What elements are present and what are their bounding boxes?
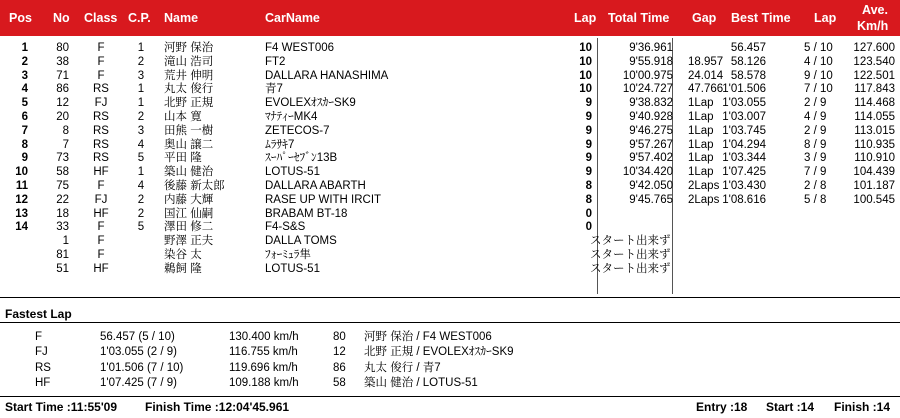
class-cell: RS — [93, 111, 109, 123]
no-cell: 75 — [56, 180, 69, 192]
class-cell: HF — [93, 262, 109, 275]
lap-cell: 10 — [579, 83, 592, 96]
carname-cell: ｽｰﾊﾟｰｾﾌﾞﾝ13B — [265, 152, 338, 165]
best-time-cell: 1'04.294 — [722, 138, 766, 151]
pos-cell: 10 — [15, 166, 28, 179]
class-cell: HF — [93, 166, 109, 179]
ave-cell: 127.600 — [853, 42, 895, 54]
cp-cell: 1 — [137, 166, 145, 179]
no-cell: 22 — [56, 193, 69, 206]
best-lap-cell: 4 / 10 — [804, 55, 833, 68]
table-row — [0, 69, 900, 83]
name-cell: 滝山 浩司 — [164, 55, 214, 68]
no-cell: 12 — [56, 97, 69, 110]
finish-count: Finish :14 — [834, 400, 891, 414]
fl-driver-cell: 築山 健治 / LOTUS-51 — [364, 376, 478, 389]
fl-driver-cell: 北野 正規 / EVOLEXｵｽｶｰSK9 — [364, 346, 514, 359]
carname-cell: DALLA TOMS — [265, 235, 337, 248]
table-row — [0, 220, 900, 234]
no-cell: 1 — [62, 235, 69, 248]
carname-cell: ﾏﾅﾃｨｰMK4 — [265, 111, 318, 123]
header-total-time: Total Time — [608, 11, 670, 25]
carname-cell: F4 WEST006 — [265, 42, 335, 54]
gap-cell: 18.957 — [688, 55, 724, 68]
total-time-cell: 10'24.727 — [622, 83, 673, 96]
total-time-cell: 9'45.765 — [629, 193, 673, 206]
fastest-lap-top-rule — [0, 297, 900, 298]
lap-cell: 9 — [585, 152, 592, 165]
class-cell: FJ — [94, 193, 108, 206]
table-row — [0, 179, 900, 193]
name-cell: 築山 健治 — [164, 166, 214, 179]
best-lap-cell: 5 / 10 — [804, 42, 833, 54]
lap-cell: 0 — [585, 207, 592, 220]
fl-time-cell: 1'07.425 (7 / 9) — [100, 376, 177, 389]
lap-cell: 8 — [585, 193, 592, 206]
lap-cell: 8 — [585, 180, 592, 192]
fl-no-cell: 86 — [333, 361, 346, 374]
lap-cell: 9 — [585, 97, 592, 110]
footer-rule — [0, 396, 900, 397]
best-lap-cell: 2 / 8 — [804, 180, 827, 192]
gap-cell: 24.014 — [688, 69, 724, 82]
class-cell: RS — [93, 83, 109, 96]
table-row — [0, 248, 900, 262]
fl-no-cell: 80 — [333, 331, 346, 343]
name-cell: 丸太 俊行 — [164, 83, 214, 96]
pos-cell: 8 — [21, 138, 28, 151]
gap-cell: 1Lap — [688, 152, 714, 165]
header-ave-line2: Km/h — [857, 19, 889, 33]
cp-cell: 1 — [137, 83, 145, 96]
carname-cell: DALLARA HANASHIMA — [265, 69, 389, 82]
ave-cell: 100.545 — [853, 193, 895, 206]
pos-cell: 9 — [21, 152, 28, 165]
total-time-cell: 9'40.928 — [629, 111, 673, 123]
cp-cell: 3 — [137, 69, 145, 82]
best-lap-cell: 4 / 9 — [804, 111, 827, 123]
lap-cell: 0 — [585, 221, 592, 234]
no-cell: 8 — [62, 124, 69, 137]
cp-cell: 2 — [137, 207, 145, 220]
best-time-cell: 58.578 — [730, 69, 766, 82]
fastest-lap-title: Fastest Lap — [5, 307, 72, 321]
pos-cell: 6 — [21, 111, 28, 123]
ave-cell: 113.015 — [854, 124, 895, 137]
total-time-cell: 10'34.420 — [622, 166, 673, 179]
table-row — [0, 55, 900, 69]
best-time-cell: 1'08.616 — [722, 193, 766, 206]
no-cell: 86 — [56, 83, 69, 96]
cp-cell: 5 — [137, 152, 145, 165]
fl-class-cell: F — [35, 331, 43, 343]
fl-time-cell: 1'03.055 (2 / 9) — [100, 346, 177, 359]
class-cell: RS — [93, 124, 109, 137]
pos-cell: 12 — [15, 193, 28, 206]
fl-no-cell: 12 — [333, 346, 346, 359]
name-cell: 荒井 伸明 — [164, 69, 214, 82]
ave-cell: 110.935 — [854, 138, 895, 151]
no-cell: 71 — [56, 69, 69, 82]
fl-driver-cell: 丸太 俊行 / 青7 — [364, 361, 441, 374]
fl-time-cell: 56.457 (5 / 10) — [100, 331, 175, 343]
class-cell: RS — [93, 152, 109, 165]
ave-cell: 117.843 — [854, 83, 895, 96]
name-cell: 鵜飼 隆 — [164, 262, 202, 275]
total-time-cell: 9'57.402 — [629, 152, 673, 165]
lap-cell: 10 — [579, 69, 592, 82]
pos-cell: 5 — [21, 97, 28, 110]
carname-cell: 青7 — [265, 83, 283, 96]
best-lap-cell: 9 / 10 — [804, 69, 833, 82]
no-cell: 80 — [56, 42, 69, 54]
fl-class-cell: RS — [35, 361, 51, 374]
no-cell: 20 — [56, 111, 69, 123]
carname-cell: ZETECOS-7 — [265, 124, 330, 137]
results-header — [0, 0, 900, 36]
carname-cell: F4-S&S — [265, 221, 306, 234]
header-best-lap: Lap — [814, 11, 837, 25]
pos-cell: 7 — [21, 124, 28, 137]
pos-cell: 2 — [21, 55, 28, 68]
lap-cell: 9 — [585, 111, 592, 123]
class-cell: F — [97, 249, 105, 261]
total-time-cell: 9'38.832 — [629, 97, 673, 110]
name-cell: 平田 隆 — [164, 152, 202, 165]
class-cell: F — [97, 221, 105, 234]
lap-cell: 10 — [579, 42, 592, 54]
best-time-cell: 1'03.430 — [722, 180, 766, 192]
fastest-lap-row — [0, 345, 900, 360]
no-cell: 38 — [56, 55, 69, 68]
name-cell: 国江 仙嗣 — [164, 207, 214, 220]
best-time-cell: 56.457 — [730, 42, 766, 54]
finish-time: Finish Time :12:04'45.961 — [145, 400, 290, 414]
best-time-cell: 1'03.344 — [722, 152, 766, 165]
name-cell: 河野 保治 — [164, 42, 214, 54]
fl-speed-cell: 130.400 km/h — [229, 331, 299, 343]
total-time-cell: 9'57.267 — [629, 138, 673, 151]
best-time-cell: 1'03.055 — [722, 97, 766, 110]
fl-no-cell: 58 — [333, 376, 346, 389]
header-ave-line1: Ave. — [862, 3, 888, 17]
best-lap-cell: 7 / 10 — [804, 83, 833, 96]
carname-cell: BRABAM BT-18 — [265, 207, 348, 220]
header-no: No — [53, 11, 70, 25]
carname-cell: RASE UP WITH IRCIT — [265, 193, 382, 206]
carname-cell: LOTUS-51 — [265, 262, 320, 275]
cp-cell: 2 — [137, 193, 145, 206]
fl-speed-cell: 116.755 km/h — [229, 346, 298, 359]
fl-class-cell: FJ — [35, 346, 48, 359]
footer — [0, 399, 900, 415]
fl-time-cell: 1'01.506 (7 / 10) — [100, 361, 184, 374]
gap-cell: 1Lap — [688, 97, 714, 110]
class-cell: F — [97, 55, 105, 68]
fastest-lap-row — [0, 330, 900, 345]
class-cell: F — [97, 180, 105, 192]
fl-speed-cell: 119.696 km/h — [229, 361, 298, 374]
table-row — [0, 193, 900, 207]
header-gap: Gap — [692, 11, 717, 25]
best-time-cell: 1'07.425 — [722, 166, 766, 179]
carname-cell: DALLARA ABARTH — [265, 180, 366, 192]
cp-cell: 1 — [137, 97, 145, 110]
pos-cell: 4 — [21, 83, 28, 96]
fl-class-cell: HF — [35, 376, 51, 389]
header-carname: CarName — [265, 11, 320, 25]
total-time-cell: スタート出来ず — [590, 235, 671, 248]
carname-cell: ﾌｫｰﾐｭﾗ隼 — [265, 249, 311, 261]
total-time-cell: 9'36.961 — [629, 42, 673, 54]
ave-cell: 101.187 — [853, 180, 895, 192]
lap-cell: 9 — [585, 166, 592, 179]
class-cell: RS — [93, 138, 109, 151]
fl-driver-cell: 河野 保治 / F4 WEST006 — [364, 331, 492, 343]
table-row — [0, 165, 900, 179]
header-pos: Pos — [9, 11, 32, 25]
pos-cell: 14 — [15, 221, 28, 234]
carname-cell: EVOLEXｵｽｶｰSK9 — [265, 97, 356, 110]
ave-cell: 122.501 — [853, 69, 895, 82]
table-row — [0, 151, 900, 165]
gap-cell: 2Laps — [688, 193, 720, 206]
best-time-cell: 58.126 — [730, 55, 766, 68]
table-row — [0, 138, 900, 152]
class-cell: F — [97, 69, 105, 82]
pos-cell: 1 — [21, 42, 28, 54]
cp-cell: 4 — [137, 180, 145, 192]
cp-cell: 2 — [137, 111, 145, 123]
table-row — [0, 207, 900, 221]
name-cell: 内藤 大輝 — [164, 193, 214, 206]
no-cell: 7 — [62, 138, 69, 151]
best-lap-cell: 2 / 9 — [804, 124, 827, 137]
best-lap-cell: 8 / 9 — [804, 138, 827, 151]
table-row — [0, 234, 900, 248]
no-cell: 73 — [56, 152, 69, 165]
name-cell: 北野 正規 — [164, 97, 214, 110]
best-lap-cell: 2 / 9 — [804, 97, 827, 110]
lap-cell: 10 — [579, 55, 592, 68]
total-time-cell: スタート出来ず — [590, 249, 671, 261]
table-row — [0, 82, 900, 96]
best-lap-cell: 5 / 8 — [804, 193, 827, 206]
table-row — [0, 262, 900, 276]
total-time-cell: 9'46.275 — [629, 124, 673, 137]
header-class: Class — [84, 11, 118, 25]
no-cell: 33 — [56, 221, 69, 234]
cp-cell: 2 — [137, 55, 145, 68]
header-name: Name — [164, 11, 199, 25]
fastest-lap-title-rule — [0, 322, 900, 323]
best-lap-cell: 7 / 9 — [804, 166, 827, 179]
name-cell: 山本 寛 — [164, 111, 202, 123]
fastest-lap-row — [0, 361, 900, 376]
ave-cell: 104.439 — [853, 166, 895, 179]
name-cell: 澤田 修二 — [164, 221, 214, 234]
header-best-time: Best Time — [731, 11, 791, 25]
table-row — [0, 124, 900, 138]
total-time-cell: 10'00.975 — [622, 69, 673, 82]
header-lap: Lap — [574, 11, 597, 25]
ave-cell: 110.910 — [854, 152, 895, 165]
gap-cell: 1Lap — [688, 166, 714, 179]
carname-cell: FT2 — [265, 55, 286, 68]
header-cp: C.P. — [128, 11, 151, 25]
name-cell: 奥山 譲二 — [164, 138, 214, 151]
name-cell: 染谷 太 — [164, 249, 202, 261]
cp-cell: 4 — [137, 138, 145, 151]
carname-cell: ﾑﾗｻｷ7 — [265, 138, 295, 151]
fl-speed-cell: 109.188 km/h — [229, 376, 299, 389]
best-time-cell: 1'01.506 — [722, 83, 766, 96]
best-time-cell: 1'03.007 — [722, 111, 766, 123]
name-cell: 後藤 新太郎 — [164, 180, 225, 192]
cp-cell: 5 — [137, 221, 145, 234]
lap-cell: 9 — [585, 124, 592, 137]
class-cell: HF — [93, 207, 109, 220]
no-cell: 81 — [56, 249, 69, 261]
gap-cell: 2Laps — [688, 180, 720, 192]
table-row — [0, 96, 900, 110]
table-row — [0, 110, 900, 124]
gap-cell: 1Lap — [688, 111, 714, 123]
gap-cell: 1Lap — [688, 124, 714, 137]
carname-cell: LOTUS-51 — [265, 166, 320, 179]
gap-cell: 1Lap — [688, 138, 714, 151]
class-cell: F — [97, 235, 105, 248]
total-time-cell: スタート出来ず — [590, 262, 671, 275]
pos-cell: 3 — [21, 69, 28, 82]
pos-cell: 13 — [15, 207, 28, 220]
no-cell: 51 — [56, 262, 69, 275]
name-cell: 田熊 一樹 — [164, 124, 214, 137]
class-cell: FJ — [94, 97, 108, 110]
no-cell: 18 — [56, 207, 69, 220]
total-time-cell: 9'42.050 — [629, 180, 673, 192]
pos-cell: 11 — [15, 180, 28, 192]
ave-cell: 114.055 — [854, 111, 895, 123]
lap-cell: 9 — [585, 138, 592, 151]
table-row — [0, 41, 900, 55]
start-count: Start :14 — [766, 400, 815, 414]
ave-cell: 123.540 — [853, 55, 895, 68]
ave-cell: 114.468 — [854, 97, 895, 110]
best-time-cell: 1'03.745 — [722, 124, 766, 137]
best-lap-cell: 3 / 9 — [804, 152, 827, 165]
total-time-cell: 9'55.918 — [629, 55, 673, 68]
class-cell: F — [97, 42, 105, 54]
cp-cell: 3 — [137, 124, 145, 137]
gap-cell: 47.766 — [688, 83, 724, 96]
entry-count: Entry :18 — [696, 400, 748, 414]
fastest-lap-row — [0, 376, 900, 391]
name-cell: 野澤 正夫 — [164, 235, 214, 248]
no-cell: 58 — [56, 166, 69, 179]
start-time: Start Time :11:55'09 — [5, 400, 118, 414]
cp-cell: 1 — [137, 42, 145, 54]
